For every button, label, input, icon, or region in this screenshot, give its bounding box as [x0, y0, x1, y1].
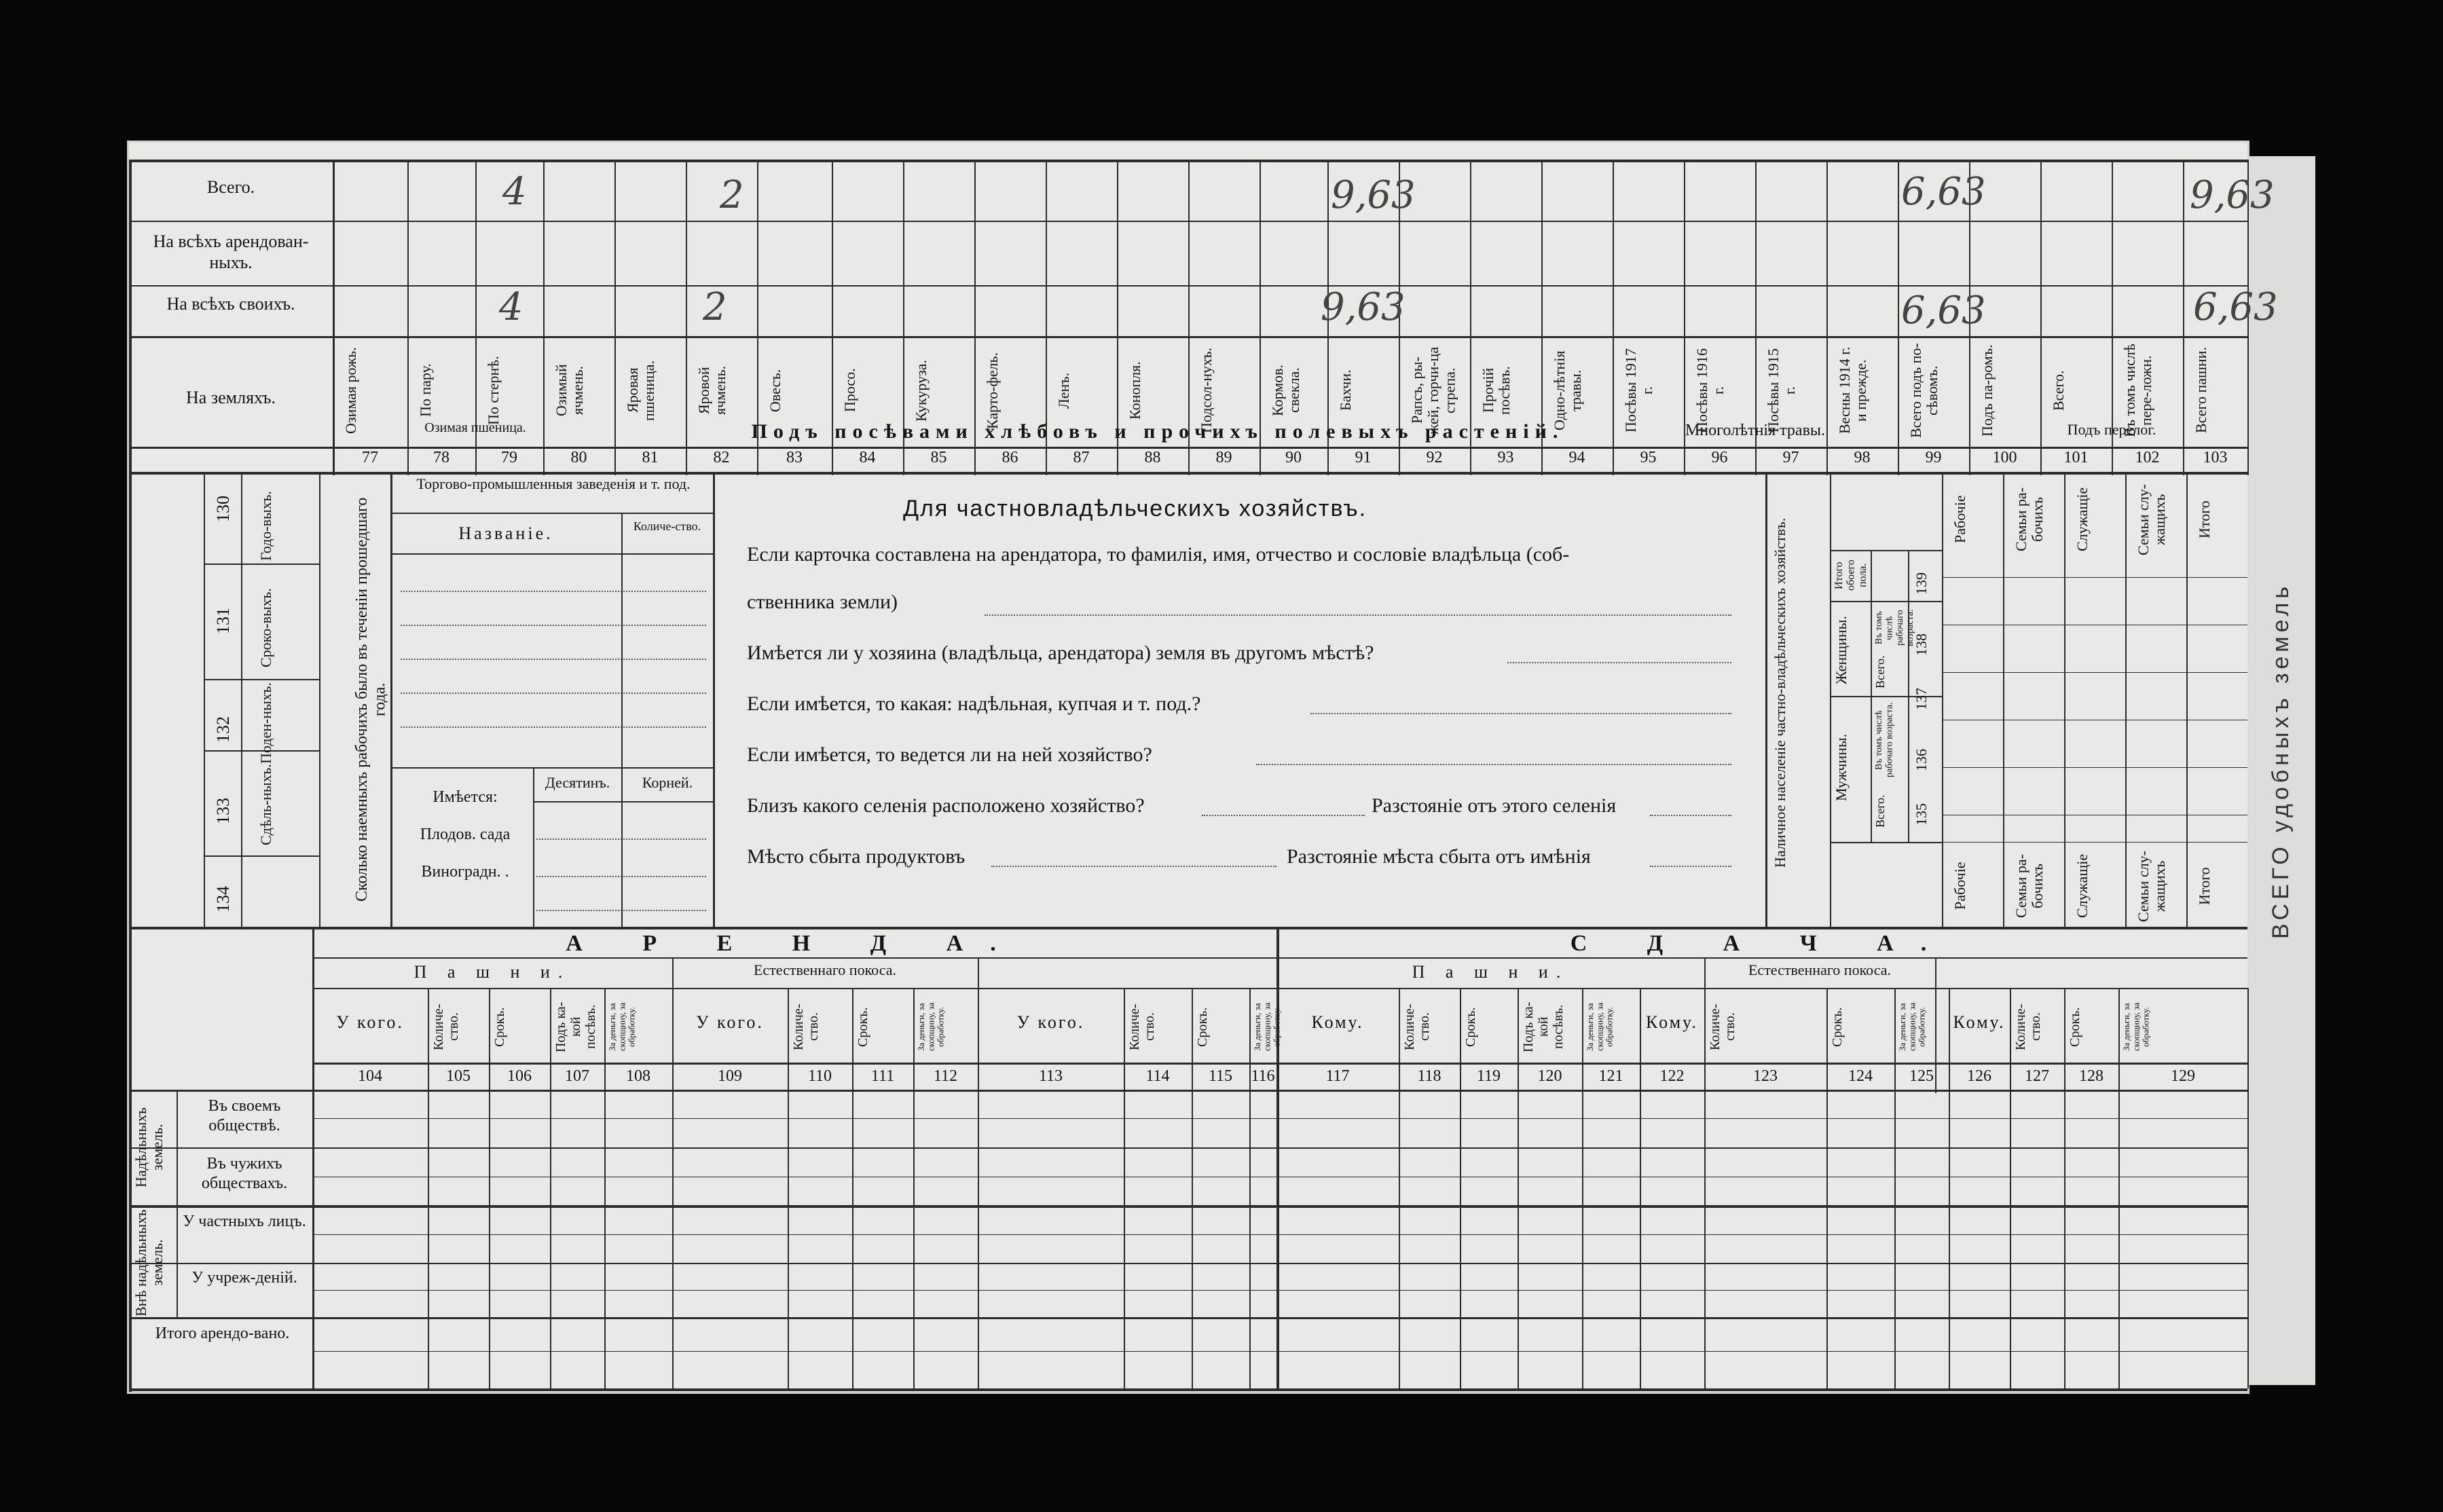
v-rule: [1460, 988, 1461, 1388]
column-number: 90: [1285, 449, 1302, 466]
v-rule: [978, 988, 979, 1388]
col-za_dengi: За деньги, за скопщину, за обработку.: [2121, 1002, 2151, 1052]
crop-header: Карто-фель.: [984, 352, 1001, 429]
h-rule: [390, 767, 713, 769]
pop-number: 135: [1913, 803, 1930, 826]
v-rule: [1704, 988, 1706, 1388]
v-rule: [1249, 988, 1251, 1388]
crop-header: Весны 1914 г. и прежде.: [1836, 346, 1870, 435]
col-komu: Кому.: [1646, 1012, 1698, 1032]
bottom-col-number: 127: [2025, 1067, 2049, 1085]
v-rule: [1826, 988, 1828, 1388]
v-rule: [550, 988, 551, 1388]
bottom-col-number: 123: [1753, 1067, 1778, 1085]
has-label: Имѣется:: [433, 788, 498, 806]
v-rule: [852, 988, 853, 1388]
left-number: 131: [213, 608, 233, 635]
crop-header: Всего подъ по-сѣвомъ.: [1907, 343, 1941, 438]
h-rule: [1942, 767, 2247, 768]
question-q4: Если имѣется, то ведется ли на ней хозяйство?: [747, 743, 1152, 766]
column-number: 81: [642, 449, 659, 466]
col-u_kogo: У кого.: [336, 1012, 404, 1032]
handwritten-own_82: 2: [703, 285, 727, 329]
bottom-col-number: 113: [1038, 1067, 1063, 1085]
column-number: 100: [1992, 449, 2017, 466]
bottom-col-number: 117: [1325, 1067, 1350, 1085]
v-rule: [788, 988, 789, 1388]
handwritten-own_99: 6,63: [1901, 289, 1986, 333]
women-workers: Въ томъ числѣ рабочаго возраста.: [1874, 609, 1916, 647]
h-rule: [1942, 842, 2247, 843]
column-number: 99: [1925, 449, 1942, 466]
crop-header: Озимый ячмень.: [553, 364, 587, 417]
right-header-bottom: Рабочіе: [1951, 862, 1968, 910]
private-title: Для частновладѣльческихъ хозяйствъ.: [903, 496, 1367, 521]
bottom-col-number: 128: [2079, 1067, 2104, 1085]
h-rule: [312, 1290, 2247, 1291]
handwritten-own_91: 9,63: [1321, 285, 1406, 329]
col-pod_kakoy: Подъ ка-кой посѣвъ.: [553, 1001, 598, 1052]
col-kolichestvo: Количе-ство.: [1402, 1003, 1432, 1050]
column-number: 93: [1497, 449, 1514, 466]
col-komu: Кому.: [1953, 1012, 2006, 1032]
v-rule: [1765, 472, 1767, 927]
handwritten-total_79: 4: [502, 170, 527, 214]
trade-line: [401, 726, 706, 728]
col-za_dengi: За деньги, за скопщину, за обработку.: [1585, 1002, 1615, 1052]
v-rule: [2118, 988, 2120, 1388]
col-kolichestvo: Количе-ство.: [1127, 1003, 1157, 1050]
bottom-col-number: 114: [1145, 1067, 1170, 1085]
v-rule: [204, 472, 205, 927]
middle-bottom-rule: [129, 927, 2247, 929]
h-rule: [390, 553, 713, 555]
row-label: На земляхъ.: [186, 388, 276, 407]
col-srok: Срокъ.: [1463, 1007, 1478, 1047]
crop-header: Подсол-нухъ.: [1198, 347, 1215, 434]
crop-header: По стернѣ.: [485, 356, 502, 425]
v-rule: [913, 988, 915, 1388]
v-rule: [1949, 988, 1950, 1388]
crop-header: По пару.: [417, 363, 434, 418]
v-rule: [1582, 988, 1583, 1388]
col-pod_kakoy: Подъ ка-кой посѣвъ.: [1521, 1001, 1566, 1052]
h-rule: [312, 1234, 2247, 1235]
right-header-top: Семьи слу-жащихъ: [2135, 483, 2169, 555]
left-number: 133: [213, 798, 233, 825]
col-za_dengi: За деньги, за скопщину, за обработку.: [916, 1002, 946, 1052]
v-rule: [713, 472, 715, 927]
col-u_kogo: У кого.: [696, 1012, 764, 1032]
right-header-bottom: Семьи слу-жащихъ: [2135, 850, 2169, 922]
h-rule: [1830, 842, 1942, 843]
bottom-col-number: 122: [1659, 1067, 1685, 1085]
crop-header: Посѣвы 1916 г.: [1693, 348, 1727, 432]
nadel-group: Надѣльныхъ земель.: [132, 1107, 166, 1187]
worker-type: Сдѣль-ныхъ.: [257, 764, 274, 845]
right-header-top: Рабочіе: [1951, 495, 1968, 544]
column-number: 86: [1002, 449, 1018, 466]
worker-type: Годо-выхъ.: [257, 491, 274, 561]
v-rule: [1942, 472, 1943, 927]
column-number: 102: [2135, 449, 2160, 466]
v-rule: [1124, 988, 1125, 1388]
dessiatins: Десятинъ.: [545, 774, 610, 791]
answer-line: [1310, 713, 1731, 714]
bottom-col-number: 125: [1909, 1067, 1934, 1085]
bottom-row-label: У учреж-деній.: [191, 1269, 297, 1287]
column-number: 101: [2063, 449, 2089, 466]
v-rule: [1640, 988, 1641, 1388]
v-rule: [1830, 472, 1831, 927]
col-za_dengi: За деньги, за скопщину, за обработку.: [607, 1002, 637, 1052]
v-rule: [1518, 988, 1519, 1388]
question-q1b: ственника земли): [747, 591, 898, 613]
right-header-top: Служащіе: [2074, 487, 2091, 552]
bottom-col-number: 105: [446, 1067, 471, 1085]
h-rule: [312, 1118, 2247, 1119]
h-rule: [390, 513, 713, 514]
question-q5b: Разстояніе отъ этого селенія: [1372, 794, 1617, 817]
column-number: 89: [1215, 449, 1232, 466]
h-rule: [129, 1205, 2247, 1208]
crop-header: Посѣвы 1917 г.: [1622, 348, 1656, 432]
v-rule: [1276, 988, 1278, 1388]
h-rule: [312, 1351, 2247, 1352]
bottom-col-number: 106: [507, 1067, 532, 1085]
col-kolichestvo: Количе-ство.: [1708, 1003, 1738, 1050]
handwritten-total_91: 9,63: [1331, 173, 1416, 217]
bottom-col-number: 124: [1848, 1067, 1873, 1085]
crop-header: Просо.: [841, 368, 858, 413]
v-rule: [2183, 160, 2184, 475]
v-rule: [2010, 988, 2011, 1388]
column-number: 78: [433, 449, 449, 466]
arenda-title: А Р Е Н Д А.: [566, 931, 1023, 956]
group-perennial: Многолѣтнія травы.: [1685, 422, 1826, 439]
bottom-col-number: 129: [2171, 1067, 2195, 1085]
men-workers: Въ томъ числѣ рабочаго возраста.: [1874, 702, 1895, 778]
left-number: 130: [213, 496, 233, 523]
pop-number: 138: [1913, 633, 1930, 657]
v-rule: [177, 1090, 178, 1317]
pop-number: 137: [1913, 688, 1930, 711]
column-number: 77: [362, 449, 378, 466]
col-kolichestvo: Количе-ство.: [431, 1003, 461, 1050]
crop-header: Бахчи.: [1337, 369, 1354, 411]
h-rule: [1942, 577, 2247, 578]
men-label: Мужчины.: [1833, 733, 1850, 801]
h-rule: [204, 855, 319, 857]
bottom-row-label: Въ своемъ обществѣ.: [208, 1097, 281, 1135]
crop-header: Подъ па-ромъ.: [1979, 344, 1996, 437]
question-q2: Имѣется ли у хозяина (владѣльца, арендатора) земля въ другомъ мѣстѣ?: [747, 642, 1374, 664]
bottom-col-number: 121: [1598, 1067, 1623, 1085]
v-rule: [2064, 988, 2065, 1388]
vne-group: Внѣ надѣльныхъ земель.: [132, 1209, 166, 1316]
row-label: Всего.: [206, 177, 255, 197]
right-header-bottom: Семьи ра-бочихъ: [2013, 853, 2046, 919]
sdacha-pokos: Естественнаго покоса.: [1748, 961, 1891, 978]
vineyard: Виноградн. .: [421, 863, 509, 881]
col-srok: Срокъ.: [1830, 1007, 1845, 1047]
women-label: Женщины.: [1833, 616, 1850, 684]
card-bottom: [129, 1388, 2247, 1391]
question-q6b: Разстояніе мѣста сбыта отъ имѣнія: [1287, 845, 1591, 868]
v-rule: [2247, 988, 2249, 1388]
crop-header: Одно-лѣтнія травы.: [1551, 350, 1585, 430]
col-srok: Срокъ.: [492, 1007, 507, 1047]
bottom-col-number: 119: [1476, 1067, 1501, 1085]
question-q6: Мѣсто сбыта продуктовъ: [747, 845, 966, 868]
crop-header: Прочій посѣвъ.: [1480, 366, 1513, 415]
bottom-row-label: Итого арендо-вано.: [155, 1325, 290, 1342]
column-number: 82: [713, 449, 730, 466]
h-rule: [129, 1147, 2247, 1149]
v-rule: [621, 513, 623, 767]
workers-caption: Сколько наемныхъ рабочихъ было въ теченіи прошедшаго года.: [353, 497, 389, 902]
v-rule: [604, 988, 606, 1388]
crop-header: Посѣвы 1915 г.: [1765, 348, 1799, 432]
crop-header: Яровой ячмень.: [695, 365, 729, 416]
bottom-col-number: 109: [718, 1067, 742, 1085]
column-number: 80: [570, 449, 587, 466]
row-label: На всѣхъ своихъ.: [166, 294, 295, 314]
right-header-top: Семьи ра-бочихъ: [2013, 487, 2046, 552]
answer-line: [1650, 815, 1731, 816]
column-number: 96: [1711, 449, 1728, 466]
v-rule: [489, 988, 490, 1388]
trade-line: [401, 659, 706, 660]
edge-caption: ВСЕГО удобныхъ земель: [2268, 582, 2294, 939]
bottom-col-number: 112: [933, 1067, 958, 1085]
orchard: Плодов. сада: [420, 826, 511, 843]
col-za_dengi: За деньги, за скопщину, за обработку.: [1897, 1002, 1927, 1052]
bottom-row-label: Въ чужихъ обществахъ.: [201, 1155, 288, 1192]
question-q1: Если карточка составлена на арендатора, то фамилія, имя, отчество и сословіе владѣльца (соб-: [747, 543, 1570, 566]
column-number: 91: [1355, 449, 1372, 466]
col-za_dengi: За деньги, за скопщину, за обработку.: [1252, 1002, 1282, 1052]
col-kolichestvo: Количе-ство.: [2013, 1003, 2043, 1050]
question-q5: Близъ какого селенія расположено хозяйство?: [747, 794, 1145, 817]
crop-header: Озимая рожь.: [342, 347, 359, 434]
h-rule: [129, 1317, 2247, 1319]
v-rule: [533, 767, 534, 927]
handwritten-own_79: 4: [499, 285, 524, 329]
row-label: На всѣхъ арендован-ныхъ.: [153, 232, 309, 273]
crop-header: Въ томъ числѣ пере-ложн.: [2121, 344, 2155, 437]
right-header-bottom: Служащіе: [2074, 853, 2091, 919]
crop-header: Всего.: [2050, 370, 2067, 411]
col-srok: Срокъ.: [856, 1007, 870, 1047]
bottom-col-number: 104: [358, 1067, 382, 1085]
v-rule: [1192, 988, 1193, 1388]
v-rule: [390, 472, 392, 927]
crop-header: Всего пашни.: [2192, 347, 2209, 434]
column-number: 97: [1782, 449, 1799, 466]
worker-type: Поден-ныхъ.: [257, 682, 274, 764]
bottom-col-number: 107: [565, 1067, 589, 1085]
column-number: 87: [1073, 449, 1090, 466]
handwritten-own_103: 6,63: [2193, 285, 2278, 329]
crop-header: Кормов. свекла.: [1269, 364, 1303, 417]
answer-line: [991, 866, 1276, 867]
column-number: 84: [859, 449, 876, 466]
group-winter-wheat: Озимая пшеница.: [424, 420, 526, 435]
answer-line: [1202, 815, 1365, 816]
v-rule: [2003, 472, 2004, 927]
column-number: 88: [1144, 449, 1161, 466]
crop-header: Овесъ.: [767, 369, 784, 412]
handwritten-total_103: 9,63: [2190, 173, 2275, 217]
h-rule: [533, 801, 713, 803]
column-number: 95: [1640, 449, 1657, 466]
bottom-col-number: 110: [807, 1067, 832, 1085]
trade-qty: Количе-ство.: [633, 519, 701, 533]
v-rule: [333, 160, 335, 475]
right-header-bottom: Итого: [2196, 867, 2213, 905]
v-rule: [2125, 472, 2127, 927]
trade-line: [401, 591, 706, 592]
answer-line: [1507, 662, 1731, 663]
col-komu: Кому.: [1311, 1012, 1364, 1032]
pop-number: 136: [1913, 749, 1930, 772]
column-number: 83: [786, 449, 803, 466]
question-q3: Если имѣется, то какая: надѣльная, купчая и т. под.?: [747, 693, 1201, 715]
h-rule: [1830, 550, 1942, 551]
col-srok: Срокъ.: [2068, 1007, 2082, 1047]
v-rule: [672, 988, 674, 1388]
trade-line: [401, 693, 706, 694]
sdacha-title: С Д А Ч А.: [1570, 931, 1954, 956]
h-rule: [312, 1063, 2247, 1065]
answer-line: [985, 614, 1731, 616]
bottom-col-number: 118: [1417, 1067, 1441, 1085]
group-fallow: Подъ перелог.: [2067, 421, 2156, 438]
handwritten-total_82: 2: [720, 173, 744, 217]
v-rule: [319, 472, 320, 927]
population-caption: Наличное населеніе частно-владѣльческихъ хозяйствъ.: [1771, 517, 1788, 868]
left-number: 134: [213, 886, 233, 913]
crop-header: Конопля.: [1126, 361, 1143, 420]
pop-number: 139: [1913, 572, 1930, 595]
column-number: 92: [1426, 449, 1443, 466]
crop-header: Яровая пшеница.: [624, 360, 658, 421]
worker-type: Сроко-выхъ.: [257, 588, 274, 668]
arenda-pokos: Естественнаго покоса.: [753, 961, 896, 978]
trade-name: Названіе.: [458, 523, 553, 543]
bottom-col-number: 120: [1537, 1067, 1562, 1085]
women-total: Всего.: [1873, 655, 1887, 689]
trade-line: [401, 625, 706, 626]
handwritten-total_99: 6,63: [1901, 170, 1986, 214]
v-rule: [312, 988, 314, 1388]
men-total: Всего.: [1873, 794, 1887, 828]
total-both: Итого обоего пола.: [1833, 559, 1869, 591]
column-number: 79: [501, 449, 517, 466]
crop-banner: Подъ посѣвами хлѣбовъ и прочихъ полевыхъ растеній.: [751, 420, 1564, 443]
v-rule: [428, 988, 429, 1388]
bottom-data-rule: [129, 1090, 2247, 1092]
left-number: 132: [213, 716, 233, 743]
crop-header: Рапсъ, ры-жей, горчи-ца стрепа.: [1408, 346, 1458, 435]
bottom-col-number: 111: [870, 1067, 895, 1085]
h-rule: [1942, 672, 2247, 673]
column-number: 94: [1568, 449, 1585, 466]
h-rule: [312, 988, 2247, 989]
bottom-col-number: 126: [1967, 1067, 1991, 1085]
bottom-col-number: 108: [626, 1067, 650, 1085]
sdacha-pashni: П а ш н и.: [1412, 962, 1569, 982]
crop-header: Ленъ.: [1055, 372, 1072, 409]
v-rule: [2064, 472, 2065, 927]
v-rule: [241, 472, 242, 927]
arenda-pashni: П а ш н и.: [414, 962, 571, 982]
column-number: 98: [1854, 449, 1871, 466]
bottom-col-number: 116: [1251, 1067, 1275, 1085]
v-rule: [2186, 472, 2188, 927]
bottom-row-label: У частныхъ лицъ.: [183, 1213, 306, 1230]
v-rule: [1894, 988, 1896, 1388]
h-rule: [129, 1263, 2247, 1264]
answer-line: [1256, 764, 1731, 765]
column-number: 85: [930, 449, 947, 466]
column-number: 103: [2203, 449, 2228, 466]
acreage-line: [536, 910, 706, 911]
crop-header: Кукуруза.: [913, 359, 930, 422]
right-header-top: Итого: [2196, 500, 2213, 538]
roots: Корней.: [642, 774, 693, 791]
col-srok: Срокъ.: [1195, 1007, 1210, 1047]
col-kolichestvo: Количе-ство.: [791, 1003, 821, 1050]
acreage-line: [536, 876, 706, 877]
v-rule: [1399, 988, 1400, 1388]
acreage-line: [536, 838, 706, 840]
v-rule: [621, 767, 623, 927]
trade-title: Торгово-промышленныя заведенія и т. под.: [416, 475, 691, 492]
col-u_kogo: У кого.: [1016, 1012, 1085, 1032]
answer-line: [1650, 866, 1731, 867]
bottom-col-number: 115: [1208, 1067, 1233, 1085]
